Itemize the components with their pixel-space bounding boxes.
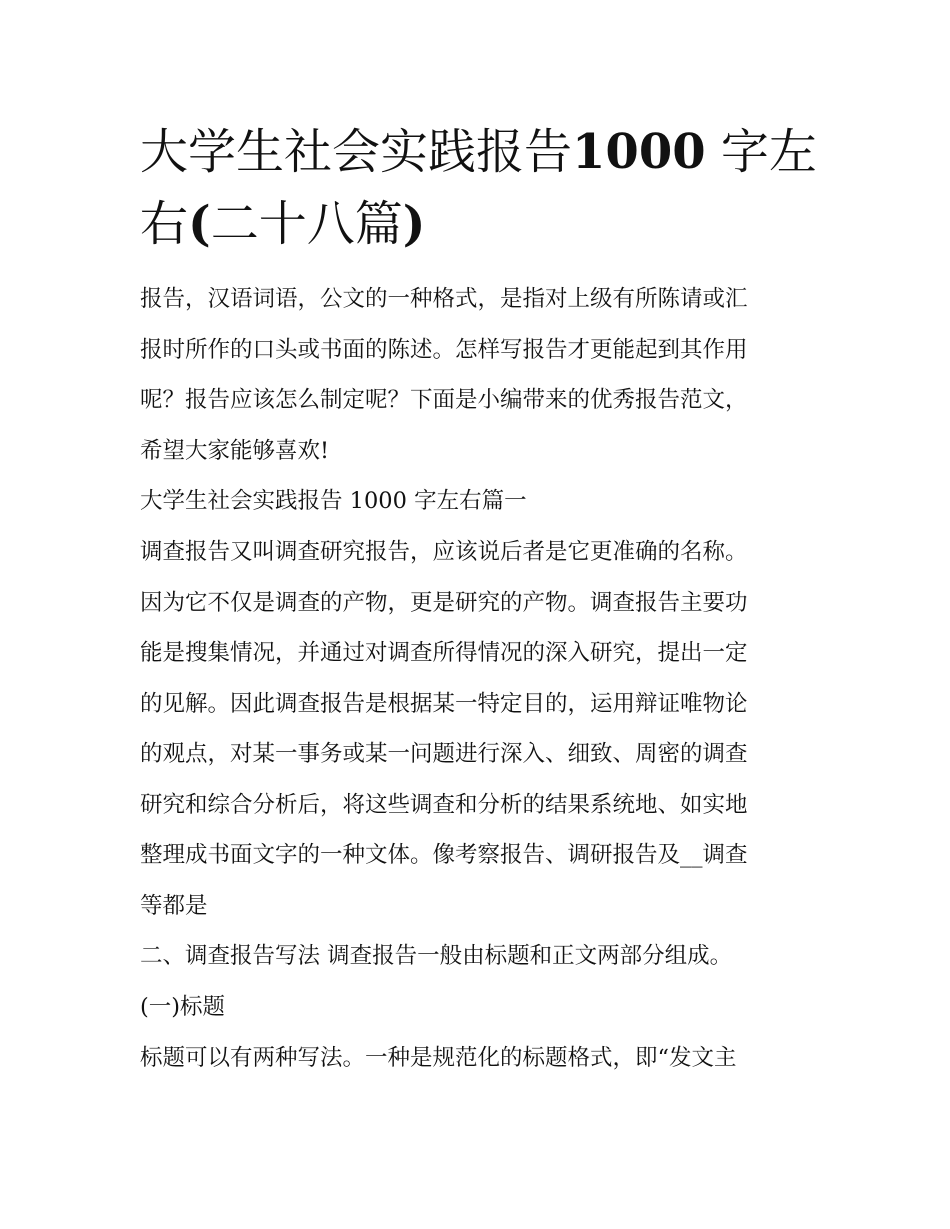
intro-paragraph	[140, 274, 812, 476]
body-paragraph-2	[140, 1033, 812, 1084]
document-title	[140, 116, 817, 260]
text-line: 报时所作的口头或书面的陈述。怎样写报告才更能起到其作用	[140, 336, 748, 363]
text-line: (一)标题	[140, 994, 226, 1020]
text-line: 大学生社会实践报告 1000 字左右篇一	[140, 488, 527, 514]
text-line: 二、调查报告写法 调查报告一般由标题和正文两部分组成。	[140, 943, 733, 969]
text-line: 能是搜集情况，并通过对调查所得情况的深入研究，提出一定	[140, 640, 748, 666]
text-line: 调查报告又叫调查研究报告，应该说后者是它更准确的名称。	[140, 539, 748, 565]
text-line: 报告，汉语词语，公文的一种格式，是指对上级有所陈请或汇	[140, 286, 748, 312]
text-line: 希望大家能够喜欢!	[140, 437, 330, 464]
subheading-title	[140, 982, 812, 1033]
body-paragraph-1	[140, 527, 812, 931]
text-line: 等都是	[140, 892, 208, 919]
text-line: 呢？报告应该怎么制定呢？下面是小编带来的优秀报告范文，	[140, 387, 748, 413]
text-line: 的观点，对某一事务或某一问题进行深入、细致、周密的调查	[140, 741, 748, 767]
section-heading-2	[140, 931, 812, 982]
title-line-2: 右(二十八篇)	[140, 196, 426, 252]
title-line-1: 大学生社会实践报告1000 字左	[140, 124, 817, 180]
text-line: 标题可以有两种写法。一种是规范化的标题格式，即“发文主	[140, 1045, 737, 1071]
text-line: 整理成书面文字的一种文体。像考察报告、调研报告及__调查	[140, 842, 748, 868]
text-line: 研究和综合分析后，将这些调查和分析的结果系统地、如实地	[140, 791, 748, 818]
section-heading-1	[140, 476, 812, 527]
text-line: 因为它不仅是调查的产物，更是研究的产物。调查报告主要功	[140, 589, 748, 616]
text-line: 的见解。因此调查报告是根据某一特定目的，运用辩证唯物论	[140, 690, 748, 717]
